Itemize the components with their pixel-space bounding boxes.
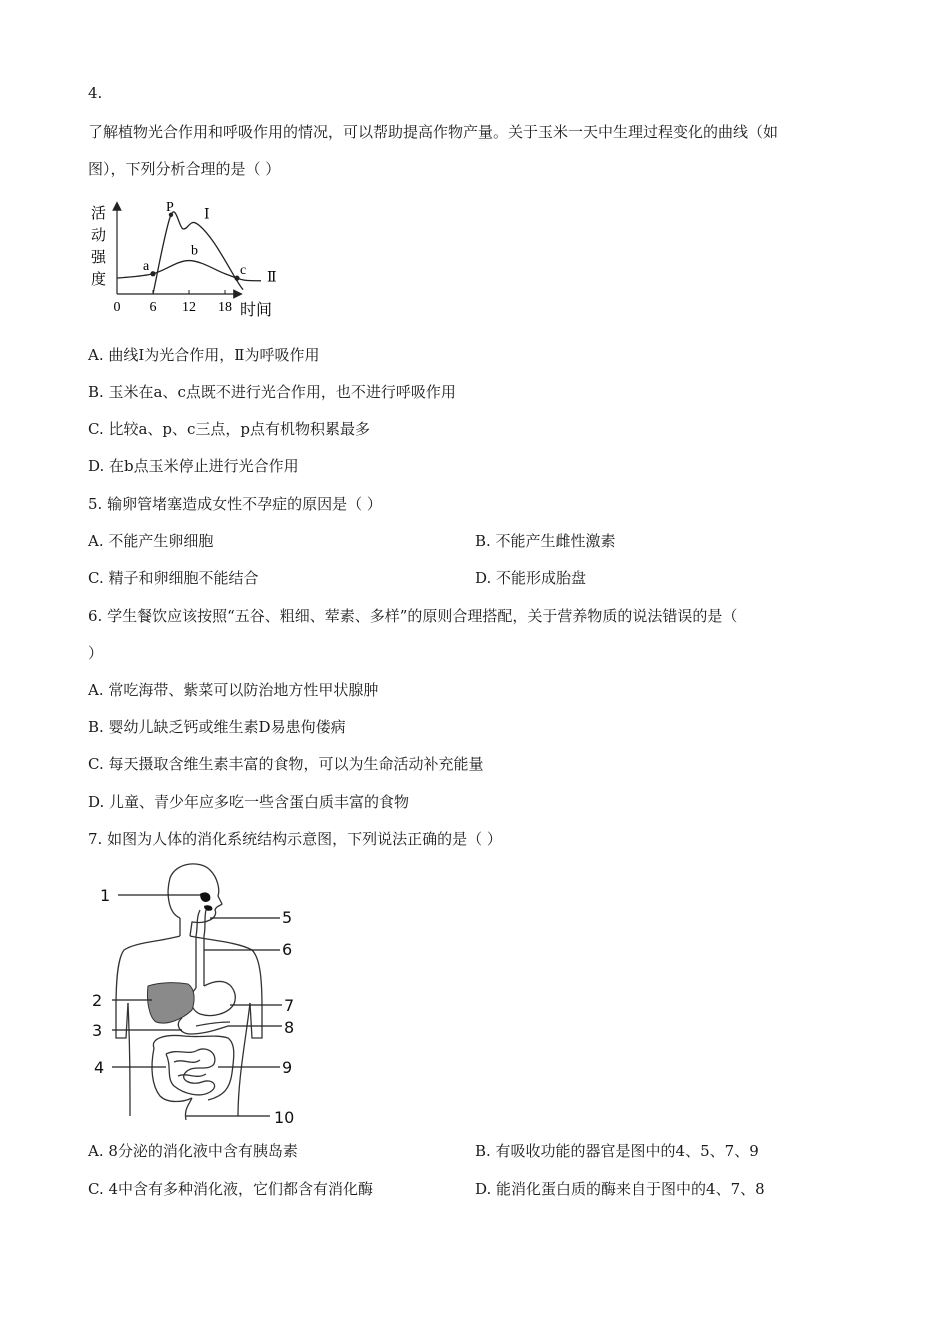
- small-intestine-loop-1: [174, 1060, 200, 1062]
- q5-option-b: B. 不能产生雌性激素: [475, 532, 616, 550]
- large-intestine: [153, 1036, 233, 1101]
- q7-option-a: A. 8分泌的消化液中含有胰岛素: [88, 1142, 298, 1160]
- point-label-a: a: [143, 258, 150, 274]
- x-tick-label-0: 0: [113, 300, 121, 315]
- left-torso: [128, 1003, 130, 1116]
- q4-stem-line1: 了解植物光合作用和呼吸作用的情况，可以帮助提高作物产量。关于玉米一天中生理过程变化的曲线（如: [88, 123, 779, 141]
- x-axis-label: 时间: [240, 300, 273, 319]
- y-label-char-4: 度: [91, 270, 107, 288]
- q4-option-a: A. 曲线Ⅰ为光合作用，Ⅱ为呼吸作用: [88, 346, 320, 364]
- q5-stem: 5. 输卵管堵塞造成女性不孕症的原因是（ ）: [88, 495, 382, 513]
- y-axis-label: [91, 204, 107, 288]
- stomach: [191, 981, 235, 1015]
- fig-label-3: 3: [92, 1021, 103, 1040]
- q4-option-b: B. 玉米在a、c点既不进行光合作用，也不进行呼吸作用: [88, 383, 456, 401]
- small-intestine-loop-2: [178, 1074, 206, 1076]
- curve-label-I: Ⅰ: [204, 207, 210, 223]
- q5-option-a: A. 不能产生卵细胞: [88, 532, 214, 550]
- q4-stem-line2: 图），下列分析合理的是（ ）: [88, 160, 281, 178]
- y-label-char-1: 活: [91, 204, 107, 222]
- digestive-system-figure: [88, 858, 308, 1130]
- q7-stem: 7. 如图为人体的消化系统结构示意图，下列说法正确的是（ ）: [88, 830, 502, 848]
- q5-option-d: D. 不能形成胎盘: [475, 569, 587, 587]
- series-curve-I: [153, 212, 243, 294]
- curve-label-II: Ⅱ: [267, 270, 277, 286]
- q4-number: 4.: [88, 84, 103, 102]
- fig-label-2: 2: [92, 991, 103, 1010]
- q7-option-b: B. 有吸收功能的器官是图中的4、5、7、9: [475, 1142, 759, 1160]
- activity-chart: [88, 198, 288, 320]
- fig-label-7: 7: [284, 996, 295, 1015]
- fig-label-6: 6: [282, 940, 293, 959]
- q6-option-b: B. 婴幼儿缺乏钙或维生素D易患佝偻病: [88, 718, 346, 736]
- point-label-b: b: [191, 243, 198, 259]
- q4-option-c: C. 比较a、p、c三点，p点有机物积累最多: [88, 420, 371, 438]
- y-label-char-3: 强: [91, 248, 107, 266]
- q6-stem-line2: ）: [88, 644, 104, 662]
- point-label-c: c: [240, 263, 247, 279]
- q7-option-c: C. 4中含有多种消化液，它们都含有消化酶: [88, 1180, 374, 1198]
- fig-label-10: 10: [274, 1108, 295, 1127]
- pharynx-mark: [204, 905, 212, 911]
- fig-label-8: 8: [284, 1018, 295, 1037]
- q6-option-c: C. 每天摄取含维生素丰富的食物，可以为生命活动补充能量: [88, 755, 484, 773]
- rectum: [185, 1098, 192, 1120]
- point-label-p: P: [166, 199, 174, 215]
- fig-label-4: 4: [94, 1058, 105, 1077]
- q6-stem-line1: 6. 学生餐饮应该按照“五谷、粗细、荤素、多样”的原则合理搭配，关于营养物质的说法错误的是（: [88, 607, 738, 625]
- fig-label-9: 9: [282, 1058, 293, 1077]
- duodenum: [178, 1018, 228, 1034]
- liver: [147, 983, 194, 1023]
- q6-option-d: D. 儿童、青少年应多吃一些含蛋白质丰富的食物: [88, 793, 410, 811]
- fig-label-1: 1: [100, 886, 111, 905]
- head-outline: [168, 864, 222, 936]
- q4-option-d: D. 在b点玉米停止进行光合作用: [88, 457, 299, 475]
- pancreas: [196, 1022, 230, 1026]
- y-label-char-2: 动: [91, 226, 107, 244]
- salivary-gland: [200, 892, 210, 902]
- point-a-marker: [150, 271, 155, 276]
- right-torso: [238, 1003, 250, 1116]
- q7-option-d: D. 能消化蛋白质的酶来自于图中的4、7、8: [475, 1180, 765, 1198]
- q5-option-c: C. 精子和卵细胞不能结合: [88, 569, 259, 587]
- fig-label-5: 5: [282, 908, 293, 927]
- small-intestine: [166, 1049, 215, 1095]
- x-tick-label-18: 18: [218, 300, 232, 315]
- x-tick-label-12: 12: [182, 300, 196, 315]
- q6-option-a: A. 常吃海带、紫菜可以防治地方性甲状腺肿: [88, 681, 379, 699]
- point-c-marker: [234, 276, 239, 281]
- x-tick-label-6: 6: [149, 300, 157, 315]
